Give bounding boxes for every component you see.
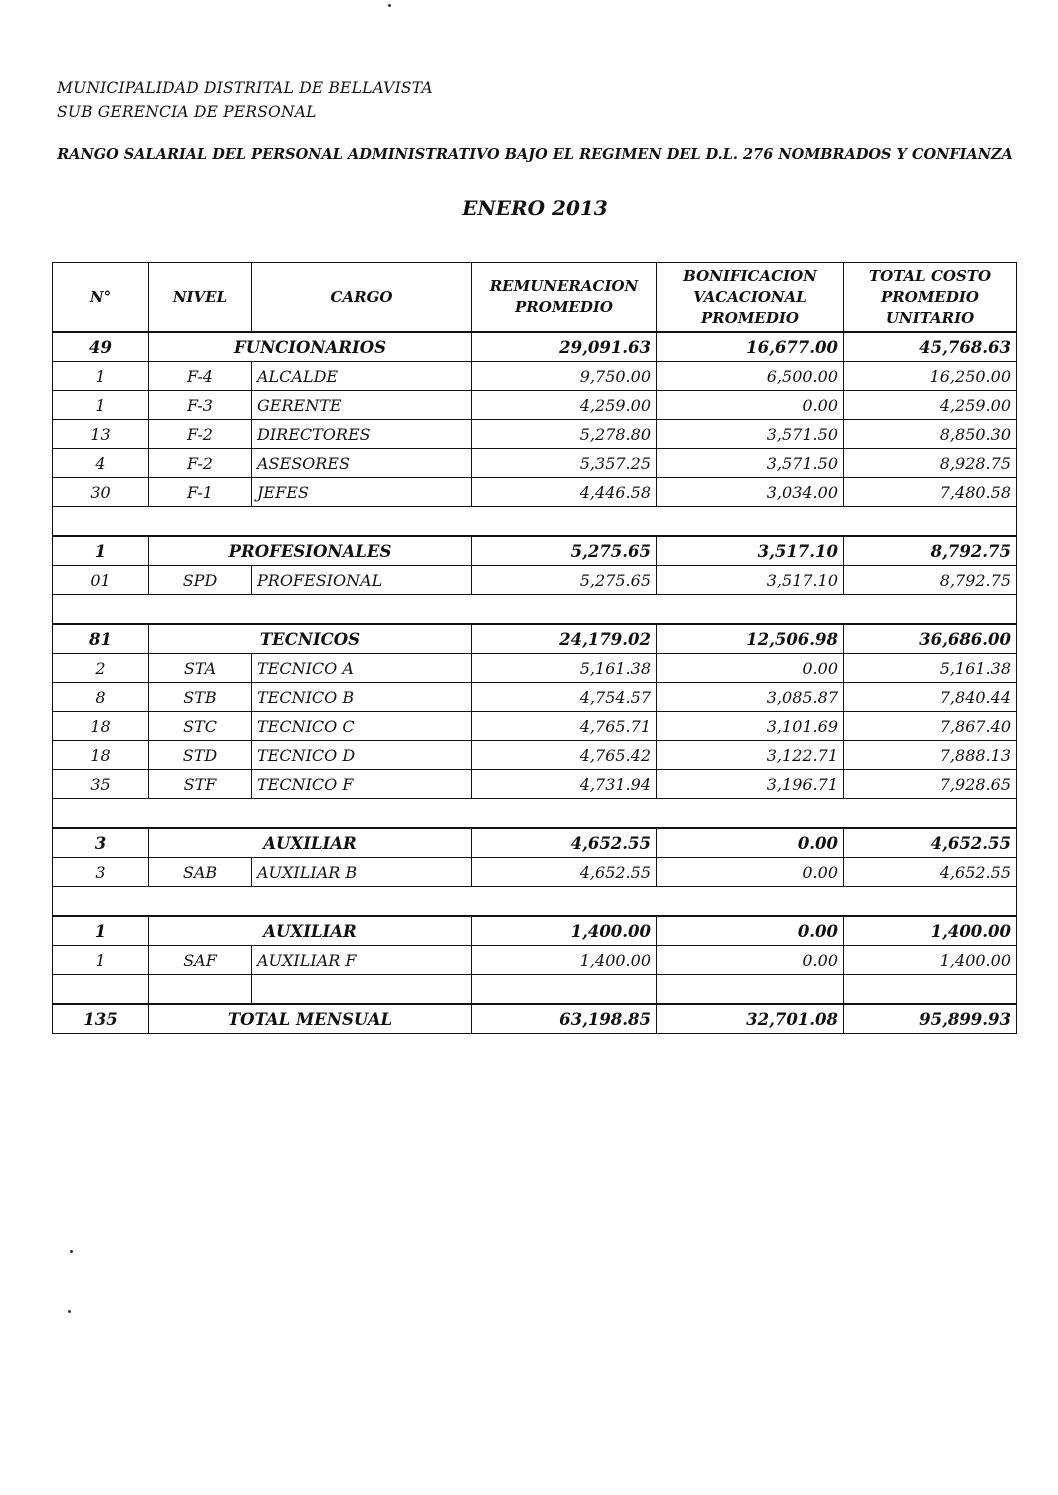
spacer-cell (657, 975, 844, 1005)
group-name: AUXILIAR (149, 828, 472, 858)
row-cargo: PROFESIONAL (252, 566, 472, 595)
col-header-cargo: CARGO (252, 263, 472, 333)
row-n: 30 (53, 478, 149, 507)
row-nivel: SAB (149, 858, 252, 887)
row-total: 8,928.75 (844, 449, 1017, 478)
row-n: 2 (53, 654, 149, 683)
row-total: 8,850.30 (844, 420, 1017, 449)
row-total: 7,480.58 (844, 478, 1017, 507)
row-bonificacion: 6,500.00 (657, 362, 844, 391)
group-total: 36,686.00 (844, 624, 1017, 654)
row-total: 7,888.13 (844, 741, 1017, 770)
row-n: 01 (53, 566, 149, 595)
group-count: 81 (53, 624, 149, 654)
row-nivel: F-4 (149, 362, 252, 391)
group-name: TECNICOS (149, 624, 472, 654)
group-row (53, 916, 1017, 946)
row-bonificacion: 3,196.71 (657, 770, 844, 799)
row-total: 8,792.75 (844, 566, 1017, 595)
total-total: 95,899.93 (844, 1004, 1017, 1034)
group-row (53, 624, 1017, 654)
row-remuneracion: 5,161.38 (472, 654, 657, 683)
table-row (53, 712, 1017, 741)
spacer-cell (472, 975, 657, 1005)
row-bonificacion: 3,571.50 (657, 449, 844, 478)
spacer-cell (844, 975, 1017, 1005)
row-nivel: F-2 (149, 420, 252, 449)
department-name: SUB GERENCIA DE PERSONAL (57, 103, 317, 121)
scan-speck (388, 4, 391, 7)
row-remuneracion: 4,731.94 (472, 770, 657, 799)
row-bonificacion: 0.00 (657, 858, 844, 887)
group-remuneracion: 4,652.55 (472, 828, 657, 858)
row-nivel: STD (149, 741, 252, 770)
row-nivel: F-3 (149, 391, 252, 420)
group-bonificacion: 3,517.10 (657, 536, 844, 566)
document-period: ENERO 2013 (462, 196, 608, 220)
table-header-row (53, 263, 1017, 333)
group-count: 49 (53, 332, 149, 362)
row-remuneracion: 1,400.00 (472, 946, 657, 975)
row-nivel: SAF (149, 946, 252, 975)
spacer-row (53, 799, 1017, 829)
row-remuneracion: 4,754.57 (472, 683, 657, 712)
row-n: 1 (53, 946, 149, 975)
row-total: 5,161.38 (844, 654, 1017, 683)
group-remuneracion: 5,275.65 (472, 536, 657, 566)
row-nivel: STF (149, 770, 252, 799)
group-bonificacion: 16,677.00 (657, 332, 844, 362)
table-row (53, 420, 1017, 449)
spacer-cell (53, 799, 1017, 829)
row-cargo: TECNICO B (252, 683, 472, 712)
row-nivel: SPD (149, 566, 252, 595)
row-cargo: ALCALDE (252, 362, 472, 391)
total-row (53, 1004, 1017, 1034)
col-header-bonificacion: BONIFICACION VACACIONAL PROMEDIO (657, 263, 844, 333)
group-row (53, 828, 1017, 858)
row-nivel: STB (149, 683, 252, 712)
row-remuneracion: 4,652.55 (472, 858, 657, 887)
institution-name: MUNICIPALIDAD DISTRITAL DE BELLAVISTA (57, 79, 433, 97)
group-row (53, 332, 1017, 362)
row-bonificacion: 3,034.00 (657, 478, 844, 507)
group-total: 8,792.75 (844, 536, 1017, 566)
group-row (53, 536, 1017, 566)
row-total: 7,928.65 (844, 770, 1017, 799)
row-n: 18 (53, 741, 149, 770)
group-bonificacion: 12,506.98 (657, 624, 844, 654)
row-cargo: AUXILIAR F (252, 946, 472, 975)
table-row (53, 362, 1017, 391)
table-body (53, 332, 1017, 1034)
total-remuneracion: 63,198.85 (472, 1004, 657, 1034)
spacer-cell (53, 887, 1017, 917)
row-n: 13 (53, 420, 149, 449)
table-row (53, 449, 1017, 478)
row-cargo: JEFES (252, 478, 472, 507)
row-n: 1 (53, 391, 149, 420)
row-bonificacion: 0.00 (657, 391, 844, 420)
row-n: 35 (53, 770, 149, 799)
row-cargo: TECNICO A (252, 654, 472, 683)
row-remuneracion: 4,765.71 (472, 712, 657, 741)
row-cargo: DIRECTORES (252, 420, 472, 449)
spacer-row (53, 507, 1017, 537)
col-header-remuneracion: REMUNERACION PROMEDIO (472, 263, 657, 333)
row-nivel: F-2 (149, 449, 252, 478)
row-remuneracion: 5,278.80 (472, 420, 657, 449)
group-count: 3 (53, 828, 149, 858)
total-label: TOTAL MENSUAL (149, 1004, 472, 1034)
group-bonificacion: 0.00 (657, 828, 844, 858)
row-remuneracion: 5,357.25 (472, 449, 657, 478)
group-remuneracion: 24,179.02 (472, 624, 657, 654)
group-bonificacion: 0.00 (657, 916, 844, 946)
table-row (53, 478, 1017, 507)
row-remuneracion: 4,765.42 (472, 741, 657, 770)
row-cargo: TECNICO D (252, 741, 472, 770)
group-name: FUNCIONARIOS (149, 332, 472, 362)
col-header-total: TOTAL COSTO PROMEDIO UNITARIO (844, 263, 1017, 333)
group-name: PROFESIONALES (149, 536, 472, 566)
group-remuneracion: 1,400.00 (472, 916, 657, 946)
row-total: 4,259.00 (844, 391, 1017, 420)
table-row (53, 391, 1017, 420)
table-row (53, 654, 1017, 683)
table-row (53, 566, 1017, 595)
row-cargo: GERENTE (252, 391, 472, 420)
row-total: 16,250.00 (844, 362, 1017, 391)
spacer-cell (53, 507, 1017, 537)
spacer-cell (53, 975, 149, 1005)
row-bonificacion: 3,101.69 (657, 712, 844, 741)
spacer-row (53, 887, 1017, 917)
table-row (53, 858, 1017, 887)
row-bonificacion: 3,122.71 (657, 741, 844, 770)
row-total: 7,867.40 (844, 712, 1017, 741)
row-cargo: AUXILIAR B (252, 858, 472, 887)
group-remuneracion: 29,091.63 (472, 332, 657, 362)
group-total: 1,400.00 (844, 916, 1017, 946)
row-nivel: F-1 (149, 478, 252, 507)
row-bonificacion: 3,517.10 (657, 566, 844, 595)
spacer-cell (252, 975, 472, 1005)
row-nivel: STA (149, 654, 252, 683)
row-total: 1,400.00 (844, 946, 1017, 975)
col-header-nivel: NIVEL (149, 263, 252, 333)
group-total: 4,652.55 (844, 828, 1017, 858)
row-cargo: ASESORES (252, 449, 472, 478)
document-title: RANGO SALARIAL DEL PERSONAL ADMINISTRATIVO BAJO EL REGIMEN DEL D.L. 276 NOMBRADOS Y CONFIANZA (57, 146, 1013, 163)
table-row (53, 946, 1017, 975)
row-bonificacion: 3,085.87 (657, 683, 844, 712)
group-name: AUXILIAR (149, 916, 472, 946)
row-n: 1 (53, 362, 149, 391)
table-row (53, 683, 1017, 712)
spacer-row (53, 595, 1017, 625)
spacer-cell (149, 975, 252, 1005)
row-remuneracion: 9,750.00 (472, 362, 657, 391)
table-row (53, 741, 1017, 770)
row-n: 8 (53, 683, 149, 712)
group-count: 1 (53, 916, 149, 946)
col-header-n: N° (53, 263, 149, 333)
row-bonificacion: 0.00 (657, 654, 844, 683)
group-count: 1 (53, 536, 149, 566)
group-total: 45,768.63 (844, 332, 1017, 362)
row-n: 4 (53, 449, 149, 478)
row-nivel: STC (149, 712, 252, 741)
row-bonificacion: 3,571.50 (657, 420, 844, 449)
spacer-cell (53, 595, 1017, 625)
total-bonificacion: 32,701.08 (657, 1004, 844, 1034)
row-bonificacion: 0.00 (657, 946, 844, 975)
scan-speck (68, 1310, 71, 1313)
total-count: 135 (53, 1004, 149, 1034)
row-n: 3 (53, 858, 149, 887)
row-total: 7,840.44 (844, 683, 1017, 712)
row-n: 18 (53, 712, 149, 741)
salary-table (52, 262, 1017, 1034)
table-row (53, 770, 1017, 799)
row-total: 4,652.55 (844, 858, 1017, 887)
row-cargo: TECNICO F (252, 770, 472, 799)
row-remuneracion: 4,446.58 (472, 478, 657, 507)
row-remuneracion: 5,275.65 (472, 566, 657, 595)
scan-speck (70, 1250, 73, 1253)
row-cargo: TECNICO C (252, 712, 472, 741)
spacer-row (53, 975, 1017, 1005)
row-remuneracion: 4,259.00 (472, 391, 657, 420)
